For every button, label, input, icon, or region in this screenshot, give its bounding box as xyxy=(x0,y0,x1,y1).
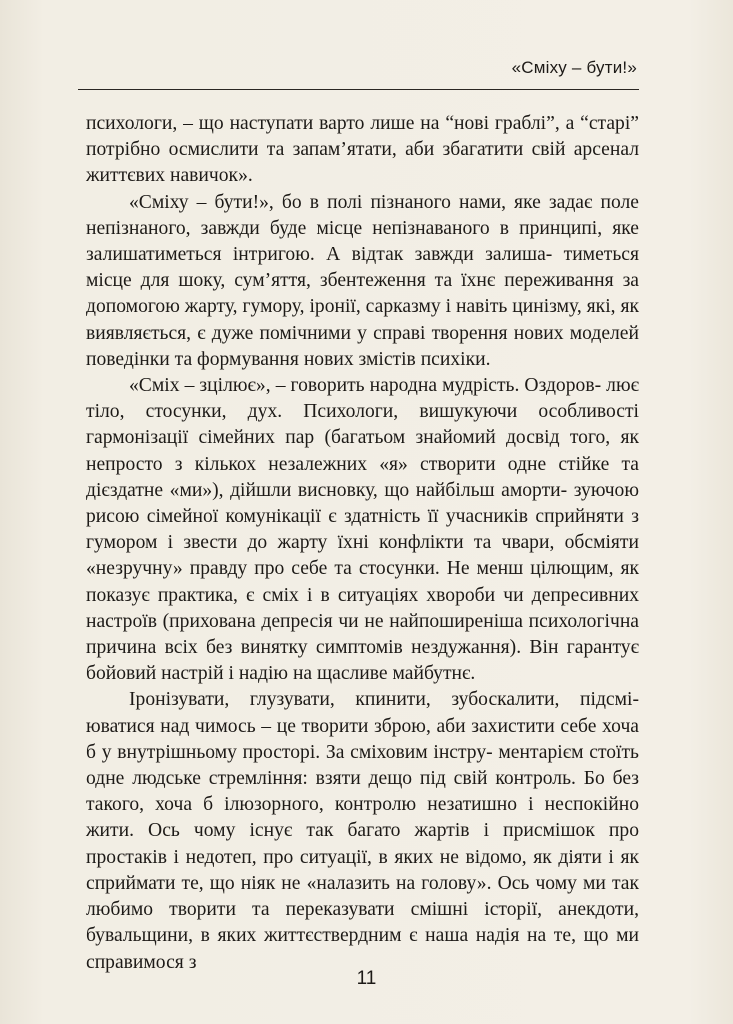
body-text xyxy=(86,111,639,976)
header-rule xyxy=(78,89,639,90)
paragraph: «Сміху – бути!», бо в полі пізнаного нами, яке задає поле непізнаного, завжди буде місце непізнаваного в принципі, яке залишатиметься інтригою. А відтак завжди залиша- тиметься місце для шоку, сум’яття, збентеження та їхнє переживання за допомогою жарту, гумору, іронії, сарказму і навіть цинізму, які, як виявляється, є дуже помічними у справі творення нових моделей поведінки та формування нових змістів психіки. xyxy=(86,191,639,370)
paragraph: «Сміх – зцілює», – говорить народна мудрість. Оздоров- лює тіло, стосунки, дух. Психологи, вишукуючи особливості гармонізації сімейних пар (багатьом знайомий досвід того, як непросто з кількох незалежних «я» створити одне стійке та дієздатне «ми»), дійшли висновку, що найбільш аморти- зуючою рисою сімейної комунікації є здатність її учасників сприйняти з гумором і звести до жарту їхні конфлікти та чвари, обсміяти «незручну» правду про себе та стосунки. Не менш цілющим, як показує практика, є сміх і в ситуаціях хвороби чи депресивних настроїв (прихована депресія чи не найпоширеніша психологічна причина всіх без винятку симптомів нездужання). Він гарантує бойовий настрій і надію на щасливе майбутнє. xyxy=(86,375,639,685)
paragraph-continued: психологи, – що наступати варто лише на “нові граблі”, а “старі” потрібно осмислити та запам’ятати, аби збагатити свій арсенал життєвих навичок». xyxy=(86,113,639,187)
running-head: «Сміху – бути!» xyxy=(511,58,637,77)
paragraph: Іронізувати, глузувати, кпинити, зубоскалити, підсмі- юватися над чимось – це творити зброю, аби захистити себе хоча б у внутрішньому просторі. За сміховим інстру- ментарієм стоїть одне людське стремління: взяти дещо під свій контроль. Бо без такого, хоча б ілюзорного, контролю незатишно і неспокійно жити. Ось чому існує так багато жартів і присмішок про простаків і недотеп, про ситуації, в яких не відомо, як діяти і як сприймати те, що ніяк не «налазить на голову». Ось чому ми так любимо творити та переказувати смішні історії, анекдоти, бувальщини, в яких життєствердним є наша надія на те, що ми справимося з xyxy=(86,689,639,973)
page-number: 11 xyxy=(356,968,377,989)
